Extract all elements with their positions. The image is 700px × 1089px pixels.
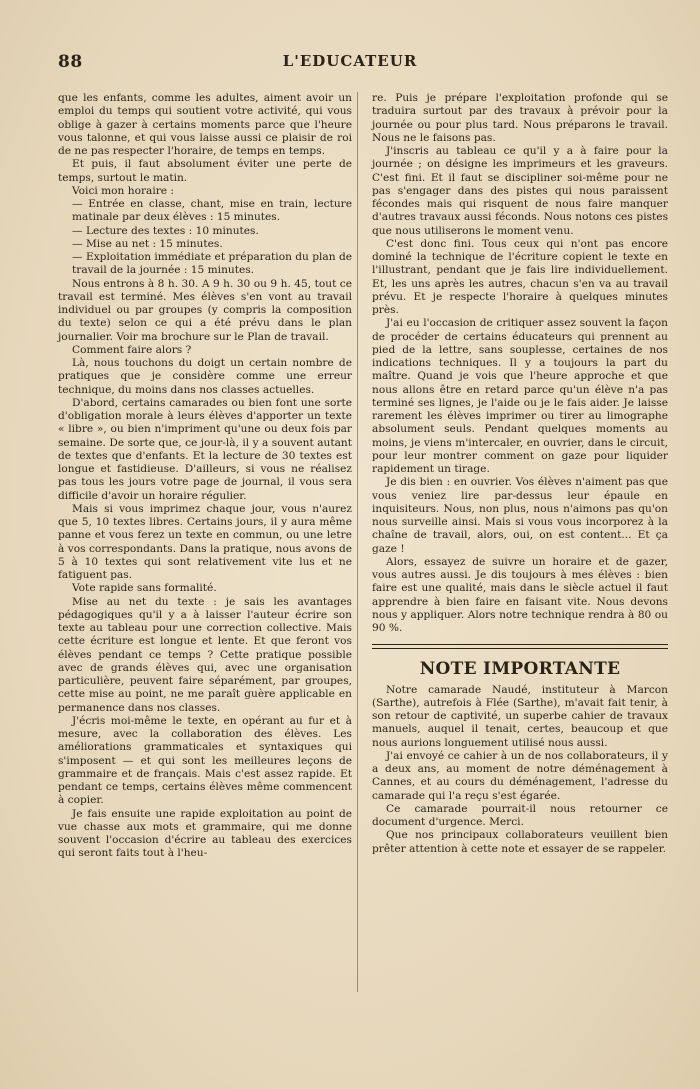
journal-title: L'EDUCATEUR bbox=[282, 52, 418, 70]
note-paragraph: J'ai envoyé ce cahier à un de nos collaborateurs, il y a deux ans, au moment de notre déménagement à Cannes, et au cours du déménagement, l'adresse du camarade qui l'a reçu s'est égarée. bbox=[372, 749, 668, 802]
schedule-item: — Entrée en classe, chant, mise en train, lecture matinale par deux élèves : 15 minutes. bbox=[72, 198, 352, 224]
note-title: NOTE IMPORTANTE bbox=[419, 659, 621, 680]
paragraph: C'est donc fini. Tous ceux qui n'ont pas encore dominé la technique de l'écriture copient le texte en l'illustrant, pendant que je fais lire individuellement. Et, les uns après les autres, chacun s'en va au travail prévu. Et je respecte l'horaire à quelques minutes près. bbox=[372, 237, 668, 316]
note-paragraph: Ce camarade pourrait-il nous retourner ce document d'urgence. Merci. bbox=[372, 802, 668, 828]
paragraph: que les enfants, comme les adultes, aiment avoir un emploi du temps qui soutient votre activité, qui vous oblige à gazer à certains moments parce que l'heure vous talonne, et qui vous laisse aussi ce plaisir de roi de ne pas respecter l'horaire, de temps en temps. bbox=[58, 92, 352, 157]
note-box bbox=[372, 659, 668, 856]
schedule-item: — Mise au net : 15 minutes. bbox=[72, 237, 223, 250]
paragraph: Voici mon horaire : bbox=[72, 184, 174, 197]
paragraph: Comment faire alors ? bbox=[72, 343, 192, 356]
left-column bbox=[58, 92, 352, 861]
paragraph: Là, nous touchons du doigt un certain nombre de pratiques que je considère comme une erreur technique, du moins dans nos classes actuelles. bbox=[58, 357, 352, 396]
paragraph: Et puis, il faut absolument éviter une perte de temps, surtout le matin. bbox=[58, 158, 352, 184]
paragraph: Je fais ensuite une rapide exploitation au point de vue chasse aux mots et grammaire, qui me donne souvent l'occasion d'écrire au tableau des exercices qui seront faits tout à l'heu- bbox=[58, 807, 352, 860]
note-paragraph: Notre camarade Naudé, instituteur à Marcon (Sarthe), autrefois à Flée (Sarthe), m'avait fait tenir, à son retour de captivité, un superbe cahier de travaux manuels, auquel il tenait, certes, beaucoup et que nous aurions longuement utilisé nous aussi. bbox=[372, 683, 668, 749]
right-column bbox=[372, 92, 668, 856]
note-paragraph: Que nos principaux collaborateurs veuillent bien prêter attention à cette note et essayer de se rappeler. bbox=[372, 829, 668, 855]
paragraph: J'écris moi-même le texte, en opérant au fur et à mesure, avec la collaboration des élèves. Les améliorations grammaticales et syntaxiques qui s'imposent — et qui sont les meilleures leçons de grammaire et de français. Mais c'est assez rapide. Et pendant ce temps, certains élèves même commencent à copier. bbox=[58, 714, 352, 807]
paragraph: Je dis bien : en ouvrier. Vos élèves n'aiment pas que vous veniez lire par-dessus leur épaule en inquisiteurs. Nous, non plus, nous n'aimons pas qu'on nous surveille ainsi. Mais si vous vous incorporez à la chaîne de travail, alors, oui, on est content... Et ça gaze ! bbox=[372, 476, 668, 555]
paragraph: J'inscris au tableau ce qu'il y a à faire pour la journée ; on désigne les imprimeurs et les graveurs. C'est fini. Et il faut se discipliner soi-même pour ne pas s'engager dans des pistes qui nous paraissent fécondes mais qui risquent de nous faire manquer d'autres travaux aussi féconds. Nous notons ces pistes que nous utiliserons le moment venu. bbox=[372, 145, 668, 237]
schedule-item: — Lecture des textes : 10 minutes. bbox=[72, 224, 259, 237]
schedule-item: — Exploitation immédiate et préparation du plan de travail de la journée : 15 minutes. bbox=[72, 251, 352, 277]
page-header bbox=[58, 52, 642, 76]
paragraph: Nous entrons à 8 h. 30. A 9 h. 30 ou 9 h. 45, tout ce travail est terminé. Mes élèves s'en vont au travail individuel ou par groupes (y compris la composition du texte) selon ce qui a été prévu dans le plan journalier. Voir ma brochure sur le Plan de travail. bbox=[58, 277, 352, 343]
paragraph: Alors, essayez de suivre un horaire et de gazer, vous autres aussi. Je dis toujours à mes élèves : bien faire est une qualité, mais dans le siècle actuel il faut apprendre à bien faire en faisant vite. Nous devons nous y appliquer. Alors notre technique rendra à 80 ou 90 %. bbox=[372, 555, 668, 634]
paragraph: Mise au net du texte : je sais les avantages pédagogiques qu'il y a à laisser l'auteur écrire son texte au tableau pour une correction collective. Mais cette écriture est longue et lente. Et que feront vos élèves pendant ce temps ? Cette pratique possible avec de grands élèves qui, avec une organisation particulière, peuvent faire séparément, par groupes, cette mise au point, ne me paraît guère applicable en permanence dans nos classes. bbox=[58, 595, 352, 714]
paragraph: Mais si vous imprimez chaque jour, vous n'aurez que 5, 10 textes libres. Certains jours, il y aura même panne et vous ferez un texte en commun, ou une letre à vos correspondants. Dans la pratique, nous avons de 5 à 10 textes qui sont relativement vite lus et ne fatiguent pas. bbox=[58, 502, 352, 581]
section-separator bbox=[372, 644, 668, 649]
paragraph: D'abord, certains camarades ou bien font une sorte d'obligation morale à leurs élèves d'apporter un texte « libre », ou bien n'impriment qu'une ou deux fois par semaine. De sorte que, ce jour-là, il y a souvent autant de textes que d'enfants. Et la lecture de 30 textes est longue et fastidieuse. D'ailleurs, si vous ne réalisez pas tous les jours votre page de journal, il vous sera difficile d'avoir un horaire régulier. bbox=[58, 396, 352, 502]
column-divider bbox=[357, 92, 358, 992]
paragraph: re. Puis je prépare l'exploitation profonde qui se traduira surtout par des travaux à prévoir pour la journée ou pour plus tard. Nous préparons le travail. Nous ne le faisons pas. bbox=[372, 92, 668, 144]
paragraph: Vote rapide sans formalité. bbox=[72, 582, 217, 595]
paragraph: J'ai eu l'occasion de critiquer assez souvent la façon de procéder de certains éducateurs qui prennent au pied de la lettre, sans souplesse, certaines de nos indications techniques. Il y a toujours la part du maître. Quand je vois que l'heure approche et que nous allons être en retard parce qu'un élève n'a pas terminé ses lignes, je l'aide ou je le fais aider. Je laisse rarement les élèves imprimer ou tirer au limographe absolument seuls. Pendant quelques moments au moins, je viens m'intercaler, en ouvrier, dans le circuit, pour leur montrer comment on gaze pour liquider rapidement un tirage. bbox=[372, 317, 668, 475]
page-number: 88 bbox=[58, 52, 83, 72]
